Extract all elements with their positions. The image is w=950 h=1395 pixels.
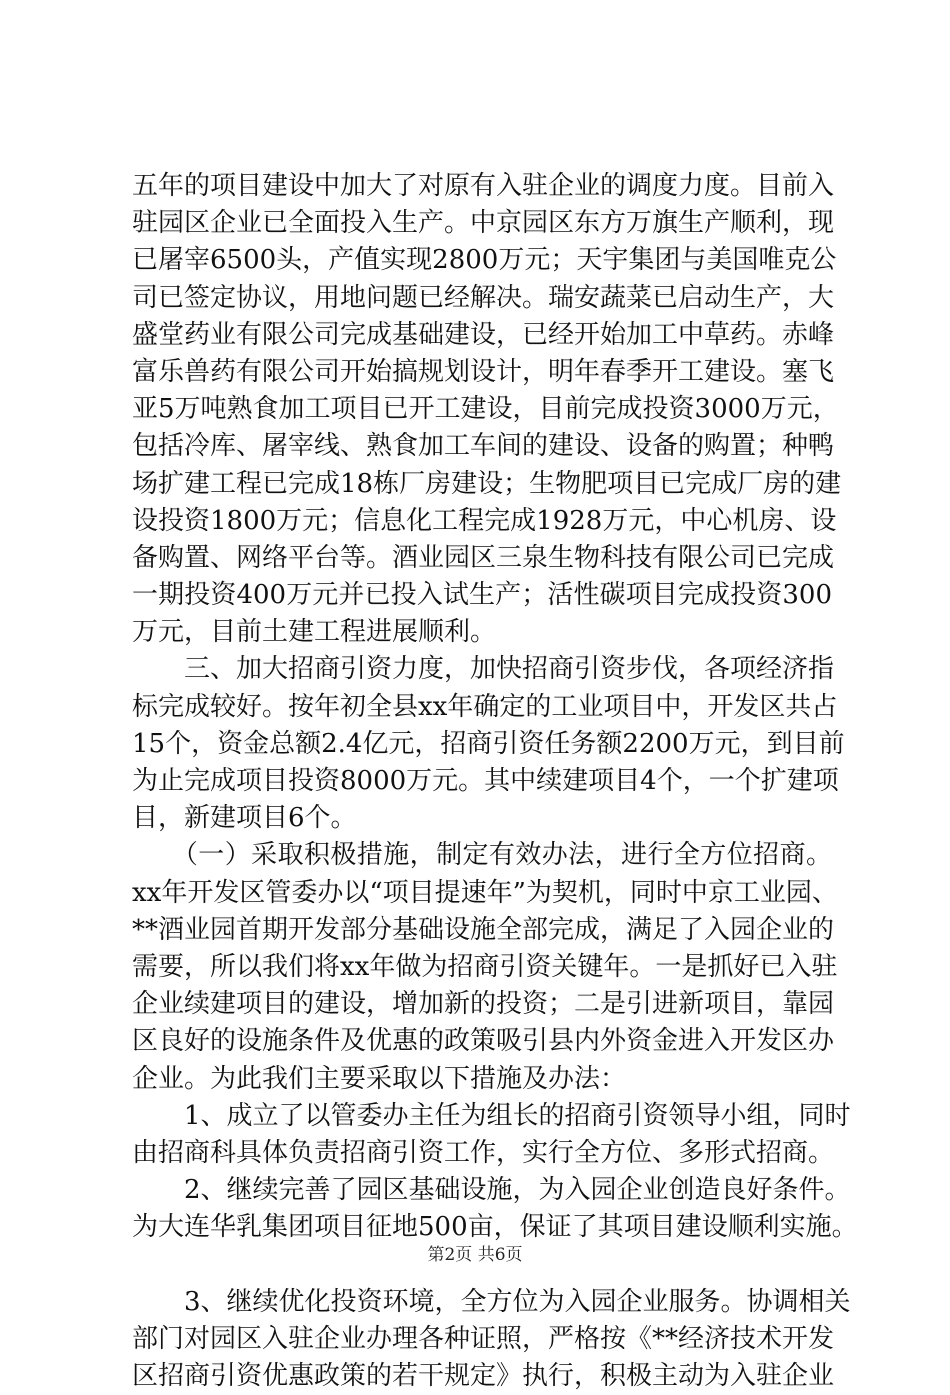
text-line: 驻园区企业已全面投入生产。中京园区东方万旗生产顺利，现	[132, 208, 835, 239]
text-line: 部门对园区入驻企业办理各种证照，严格按《**经济技术开发	[132, 1323, 835, 1354]
text-line: 场扩建工程已完成18栋厂房建设；生物肥项目已完成厂房的建	[132, 468, 842, 499]
text-line: 三、加大招商引资力度，加快招商引资步伐，各项经济指	[132, 654, 835, 685]
text-line: 富乐兽药有限公司开始搞规划设计，明年春季开工建设。塞飞	[132, 356, 835, 387]
text-line: **酒业园首期开发部分基础设施全部完成，满足了入园企业的	[132, 914, 835, 945]
text-line: 为止完成项目投资8000万元。其中续建项目4个，一个扩建项	[132, 766, 839, 796]
text-line: 3、继续优化投资环境，全方位为入园企业服务。协调相关	[132, 1286, 851, 1317]
body-text	[132, 168, 858, 1395]
text-line: 为大连华乳集团项目征地500亩，保证了其项目建设顺利实施。	[132, 1212, 858, 1243]
text-line: 备购置、网络平台等。酒业园区三泉生物科技有限公司已完成	[132, 542, 835, 573]
text-line: xx年开发区管委办以“项目提速年”为契机，同时中京工业园、	[132, 877, 838, 908]
text-line: 司已签定协议，用地问题已经解决。瑞安蔬菜已启动生产，大	[132, 282, 835, 313]
page-footer: 第2页 共6页	[427, 1245, 523, 1265]
text-line: 目，新建项目6个。	[132, 803, 357, 834]
text-line: 企业续建项目的建设，增加新的投资；二是引进新项目，靠园	[132, 989, 835, 1020]
text-line: 15个，资金总额2.4亿元，招商引资任务额2200万元，到目前	[132, 728, 845, 759]
text-line: 由招商科具体负责招商引资工作，实行全方位、多形式招商。	[132, 1137, 835, 1168]
text-line: 2、继续完善了园区基础设施，为入园企业创造良好条件。	[132, 1175, 851, 1206]
text-line: 五年的项目建设中加大了对原有入驻企业的调度力度。目前入	[132, 171, 835, 201]
text-line: 一期投资400万元并已投入试生产；活性碳项目完成投资300	[132, 580, 832, 611]
text-line: 包括冷库、屠宰线、熟食加工车间的建设、设备的购置；种鸭	[132, 431, 835, 462]
text-line: 区良好的设施条件及优惠的政策吸引县内外资金进入开发区办	[132, 1026, 835, 1057]
text-line: 区招商引资优惠政策的若干规定》执行，积极主动为入驻企业	[132, 1361, 835, 1391]
text-line: 已屠宰6500头，产值实现2800万元；天宇集团与美国唯克公	[132, 245, 837, 276]
text-line: 企业。为此我们主要采取以下措施及办法：	[132, 1063, 627, 1094]
text-line: 标完成较好。按年初全县xx年确定的工业项目中，开发区共占	[132, 691, 838, 722]
text-line: 设投资1800万元；信息化工程完成1928万元，中心机房、设	[132, 505, 837, 536]
text-line: 万元，目前土建工程进展顺利。	[132, 617, 497, 648]
text-line: 需要，所以我们将xx年做为招商引资关键年。一是抓好已入驻	[132, 951, 838, 982]
text-line: 1、成立了以管委办主任为组长的招商引资领导小组，同时	[132, 1100, 851, 1131]
text-line: （一）采取积极措施，制定有效办法，进行全方位招商。	[132, 840, 832, 871]
text-line: 亚5万吨熟食加工项目已开工建设，目前完成投资3000万元，	[132, 394, 839, 425]
text-line: 盛堂药业有限公司完成基础建设，已经开始加工中草药。赤峰	[132, 319, 835, 350]
